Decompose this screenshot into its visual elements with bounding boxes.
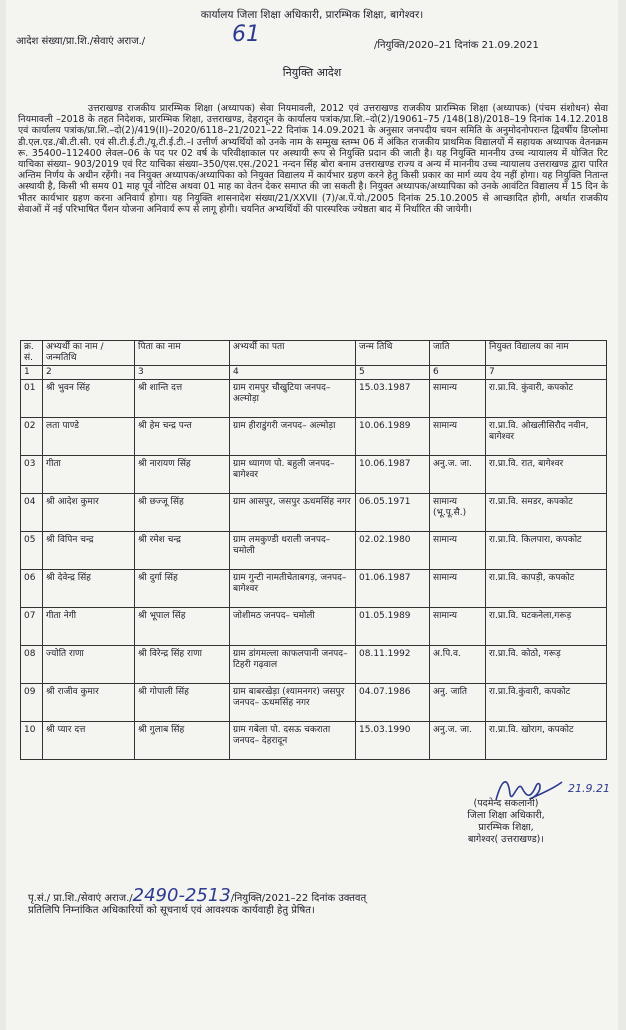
cell-serial: 09 [21,684,43,722]
table-row [21,532,607,570]
cell-father-name: श्री हेम चन्द्र पन्त [135,418,230,456]
cell-caste: सामान्य [430,570,486,608]
signatory-location: बागेश्वर( उत्तराखण्ड)। [468,834,544,845]
cell-serial: 10 [21,722,43,760]
office-heading: कार्यालय जिला शिक्षा अधिकारी, प्रारम्भिक शिक्षा, बागेश्वर। [200,9,424,21]
cell-dob: 10.06.1989 [356,418,430,456]
table-column-number-row [21,366,607,380]
cell-caste: अनु.ज. जा. [430,722,486,760]
cell-father-name: श्री गोपाली सिंह [135,684,230,722]
column-number: 3 [135,366,230,380]
signature-block [416,798,596,846]
cell-serial: 04 [21,494,43,532]
appointment-table [20,340,607,760]
table-row [21,418,607,456]
cell-father-name: श्री शान्ति दत्त [135,380,230,418]
cell-candidate-name: लता पाण्डे [43,418,135,456]
cell-address: ग्राम डांगमल्ला काफलपानी जनपद–टिहरी गढ़वाल [230,646,356,684]
order-number-handwritten: 61 [232,22,260,47]
cell-candidate-name: श्री प्यार दत्त [43,722,135,760]
page-title: नियुक्ति आदेश [282,66,342,79]
cell-address: ग्राम रामपुर चौखुटिया जनपद– अल्मोड़ा [230,380,356,418]
table-row [21,380,607,418]
cell-candidate-name: ज्योति राणा [43,646,135,684]
order-number-label: आदेश संख्या/प्रा.शि./सेवाएं अराज./ [16,36,146,47]
cell-address: ग्राम हीराडुंगरी जनपद– अल्मोड़ा [230,418,356,456]
header-father-name: पिता का नाम [135,341,230,366]
cell-school: रा.प्रा.वि. कुंवारी, कपकोट [486,380,607,418]
column-number: 2 [43,366,135,380]
column-number: 7 [486,366,607,380]
cell-address: ग्राम बाबरखेड़ा (श्यामनगर) जसपुर जनपद– ऊधमसिंह नगर [230,684,356,722]
cell-candidate-name: श्री विपिन चन्द्र [43,532,135,570]
cell-serial: 01 [21,380,43,418]
cell-candidate-name: श्री देवेन्द्र सिंह [43,570,135,608]
cell-caste: सामान्य [430,532,486,570]
column-number: 6 [430,366,486,380]
cell-candidate-name: श्री भुवन सिंह [43,380,135,418]
column-number: 1 [21,366,43,380]
cell-school: रा.प्रा.वि. समडर, कपकोट [486,494,607,532]
table-row [21,570,607,608]
endorsement-suffix: /नियुक्ति/2021–22 दिनांक उक्तवत् [230,893,367,904]
cell-father-name: श्री छज्जू सिंह [135,494,230,532]
cell-dob: 06.05.1971 [356,494,430,532]
cell-serial: 02 [21,418,43,456]
cell-caste: सामान्य [430,418,486,456]
cell-dob: 02.02.1980 [356,532,430,570]
cell-father-name: श्री भूपाल सिंह [135,608,230,646]
table-row [21,456,607,494]
endorsement-label: पृ.सं./ प्रा.शि./सेवाएं अराज./ [28,893,133,904]
column-number: 4 [230,366,356,380]
signatory-name: (पदमेन्द सकलानी) [473,798,539,809]
cell-school: रा.प्रा.वि. ओखलीसिरौद नवीन, बागेश्वर [486,418,607,456]
table-row [21,646,607,684]
cell-caste: सामान्य [430,608,486,646]
cell-candidate-name: श्री राजीव कुमार [43,684,135,722]
cell-dob: 04.07.1986 [356,684,430,722]
cell-serial: 05 [21,532,43,570]
cell-dob: 10.06.1987 [356,456,430,494]
header-caste: जाति [430,341,486,366]
cell-father-name: श्री विरेन्द्र सिंह राणा [135,646,230,684]
cell-address: ग्राम लमकुण्डी धराली जनपद– चमोली [230,532,356,570]
cell-serial: 06 [21,570,43,608]
table-header-row [21,341,607,366]
cell-father-name: श्री नारायण सिंह [135,456,230,494]
cell-caste: सामान्य (भू.पू.सै.) [430,494,486,532]
cell-serial: 03 [21,456,43,494]
cell-school: रा.प्रा.वि. खोराग, कपकोट [486,722,607,760]
table-row [21,722,607,760]
cell-serial: 07 [21,608,43,646]
header-school: नियुक्त विद्यालय का नाम [486,341,607,366]
cell-school: रा.प्रा.वि. घटकनेला,गरूड़ [486,608,607,646]
cell-dob: 15.03.1987 [356,380,430,418]
table-row [21,608,607,646]
cell-caste: अनु. जाति [430,684,486,722]
cell-address: ग्राम ध्यागण पो. बहुली जनपद– बागेश्वर [230,456,356,494]
document-page [6,0,618,1030]
cell-address: ग्राम आसपुर, जसपुर ऊधमसिंह नगर [230,494,356,532]
header-address: अभ्यर्थी का पता [230,341,356,366]
cell-candidate-name: गीता नेगी [43,608,135,646]
cell-dob: 15.03.1990 [356,722,430,760]
cell-candidate-name: श्री आदेश कुमार [43,494,135,532]
cell-father-name: श्री दुर्गा सिंह [135,570,230,608]
cell-caste: अनु.ज. जा. [430,456,486,494]
signatory-designation: जिला शिक्षा अधिकारी, [467,810,545,821]
signature-date: 21.9.21 [568,782,610,795]
cell-address: ग्राम गबेला पो. दसऊ चकराता जनपद– देहरादून [230,722,356,760]
appointment-reference: /नियुक्ति/2020–21 दिनांक 21.09.2021 [374,40,539,51]
cell-school: रा.प्रा.वि. रात, बागेश्वर [486,456,607,494]
cell-school: रा.प्रा.वि. कोठो, गरूड़ [486,646,607,684]
signatory-department: प्रारम्भिक शिक्षा, [478,822,534,833]
cell-school: रा.प्रा.वि.कुंवारी, कपकोट [486,684,607,722]
cell-address: जोशीमठ जनपद– चमोली [230,608,356,646]
header-serial: क्र. सं. [21,341,43,366]
cell-father-name: श्री रमेश चन्द्र [135,532,230,570]
cell-dob: 01.05.1989 [356,608,430,646]
header-dob: जन्म तिथि [356,341,430,366]
copy-forwarding-line: प्रतिलिपि निम्नांकित अधिकारियों को सूचनार्थ एवं आवश्यक कार्यवाही हेतु प्रेषित। [28,905,315,916]
cell-address: ग्राम गुन्टी नामतीचेताबगड़, जनपद– बागेश्वर [230,570,356,608]
cell-dob: 08.11.1992 [356,646,430,684]
cell-school: रा.प्रा.वि. कापड़ी, कपकोट [486,570,607,608]
cell-caste: सामान्य [430,380,486,418]
cell-dob: 01.06.1987 [356,570,430,608]
endorsement-number-handwritten: 2490-2513 [132,885,231,906]
column-number: 5 [356,366,430,380]
cell-candidate-name: गीता [43,456,135,494]
cell-caste: अ.पि.व. [430,646,486,684]
header-candidate-name: अभ्यर्थी का नाम /जन्मतिथि [43,341,135,366]
cell-school: रा.प्रा.वि. किलपारा, कपकोट [486,532,607,570]
table-row [21,494,607,532]
cell-serial: 08 [21,646,43,684]
table-row [21,684,607,722]
cell-father-name: श्री गुलाब सिंह [135,722,230,760]
order-paragraph: उत्तराखण्ड राजकीय प्रारम्भिक शिक्षा (अध्यापक) सेवा नियमावली, 2012 एवं उत्तराखण्ड राजकीय प्रारम्भिक शिक्षा (अध्यापक) (पंचम संशोधन) सेवा नियमावली –2018 के तहत निदेशक, प्रारम्भिक शिक्षा, उत्तराखण्ड, देहरादून के कार्यालय पत्रांक/प्रा.शि.–दो(2)/19061–75 /148(18)/2018–19 दिनांक 14.12.2018 एवं कार्यालय पत्रांक/प्रा.शि.–दो(2)/419(II)–2020/6118–21/2021–22 दिनांक 14.09.2021 के अनुसार जनपदीय चयन समिति के अनुमोदनोपरान्त द्विवर्षीय डिप्लोमा डी.एल.एड./बी.टी.सी. एवं सी.टी.ई.टी./यू.टी.ई.टी.–I उत्तीर्ण अभ्यर्थियों को उनके नाम के सम्मुख स्तम्भ 06 में अंकित राजकीय प्राथमिक विद्यालयों में सहायक अध्यापक वेतनक्रम रू. 35400–112400 लेवल–06 के पद पर 02 वर्ष के परिवीक्षाकाल पर अस्थायी रूप से नियुक्ति प्रदान की जाती है। यह नियुक्ति माननीय उच्च न्यायालय में योजित रिट याचिका संख्या– 903/2019 एवं रिट याचिका संख्या–350/एस.एस./2021 नन्दन सिंह बोरा बनाम उत्तराखण्ड राज्य व अन्य में माननीय उच्च न्यायालय उत्तराखण्ड द्वारा पारित अन्तिम निर्णय के अधीन रहेंगी। नव नियुक्त अध्यापक/अध्यापिका को नियुक्त विद्यालय में कार्यभार ग्रहण करने हेतु किसी प्रकार का मार्ग व्यय देय नहीं होगा। यह नियुक्ति नितान्त अस्थायी है, किसी भी समय 01 माह पूर्व नोटिस अथवा 01 माह का वेतन देकर समाप्त की जा सकती है। नियुक्त अध्यापक/अध्यापिका को उनके आवंटित विद्यालय में 15 दिन के भीतर कार्यभार ग्रहण करना अनिवार्य होगा। यह नियुक्ति शासनादेश संख्या/21/XXVII (7)/अ.पें.यो./2005 दिनांक 25.10.2005 से आच्छादित होगी, अर्थात राजकीय सेवाओं में नई परिभाषित पैंशन योजना अनिवार्य रूप से लागू होगी। चयनित अभ्यर्थियों की पारस्परिक ज्येष्ठता बाद में निर्धारित की जायेगी। [18,103,608,215]
